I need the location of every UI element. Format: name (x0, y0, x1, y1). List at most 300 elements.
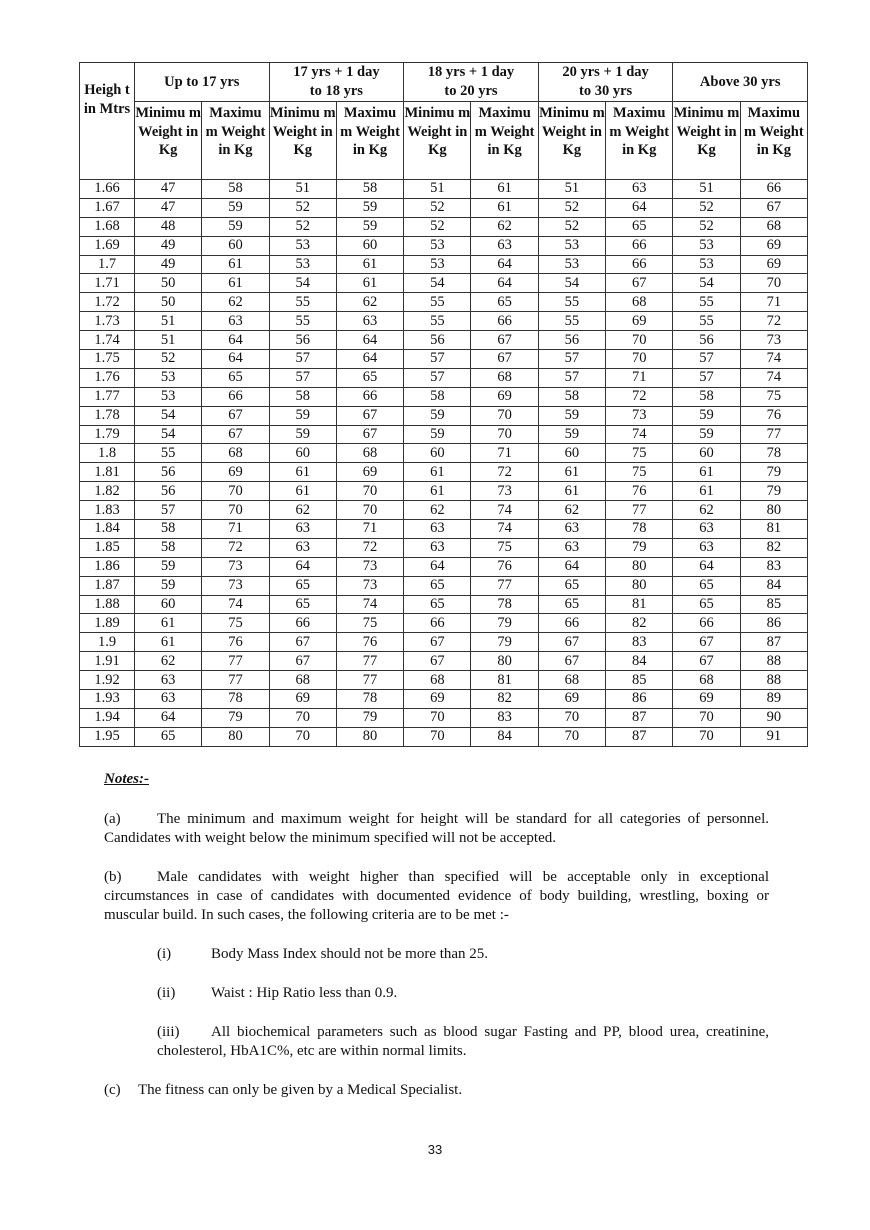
height-cell: 1.92 (80, 671, 135, 690)
max-weight-cell: 79 (471, 633, 538, 652)
table-row (80, 633, 808, 652)
table-row (80, 312, 808, 331)
min-weight-cell: 63 (269, 538, 336, 557)
min-weight-cell: 57 (404, 350, 471, 369)
min-weight-cell: 64 (269, 557, 336, 576)
max-weight-header: Maximu m Weight in Kg (740, 102, 807, 180)
min-weight-cell: 57 (673, 368, 740, 387)
height-cell: 1.82 (80, 482, 135, 501)
table-row (80, 293, 808, 312)
max-weight-cell: 77 (471, 576, 538, 595)
max-weight-cell: 73 (471, 482, 538, 501)
min-weight-cell: 59 (269, 425, 336, 444)
min-weight-cell: 56 (135, 482, 202, 501)
max-weight-cell: 69 (740, 255, 807, 274)
max-weight-cell: 78 (606, 520, 673, 539)
min-weight-cell: 67 (404, 633, 471, 652)
max-weight-header: Maximu m Weight in Kg (202, 102, 269, 180)
table-row (80, 501, 808, 520)
note-text: Male candidates with weight higher than specified will be acceptable only in exceptional circumstances in case of candidates with documented evidence of body building, wrestling, boxing or muscular build. In such cases, the following criteria are to be met :- (104, 869, 769, 923)
max-weight-cell: 66 (202, 387, 269, 406)
min-weight-cell: 63 (404, 538, 471, 557)
min-weight-header: Minimu m Weight in Kg (538, 102, 605, 180)
table-row (80, 236, 808, 255)
max-weight-cell: 64 (202, 350, 269, 369)
min-weight-cell: 56 (135, 463, 202, 482)
max-weight-cell: 79 (336, 708, 403, 727)
min-weight-cell: 57 (135, 501, 202, 520)
max-weight-cell: 74 (471, 501, 538, 520)
min-weight-cell: 65 (404, 576, 471, 595)
table-body (80, 180, 808, 747)
table-row (80, 387, 808, 406)
min-weight-cell: 67 (269, 633, 336, 652)
min-weight-cell: 68 (404, 671, 471, 690)
max-weight-cell: 78 (471, 595, 538, 614)
min-weight-cell: 56 (269, 331, 336, 350)
height-weight-table (79, 62, 808, 747)
max-weight-cell: 66 (606, 236, 673, 255)
min-weight-cell: 63 (538, 520, 605, 539)
min-weight-cell: 47 (135, 180, 202, 199)
height-cell: 1.87 (80, 576, 135, 595)
min-weight-cell: 58 (135, 520, 202, 539)
max-weight-cell: 69 (740, 236, 807, 255)
max-weight-cell: 77 (336, 652, 403, 671)
max-weight-cell: 65 (336, 368, 403, 387)
note-marker: (a) (104, 811, 121, 827)
max-weight-cell: 68 (606, 293, 673, 312)
max-weight-cell: 81 (606, 595, 673, 614)
min-weight-cell: 55 (538, 293, 605, 312)
max-weight-header: Maximu m Weight in Kg (336, 102, 403, 180)
min-weight-cell: 63 (269, 520, 336, 539)
min-weight-cell: 69 (538, 690, 605, 709)
height-cell: 1.84 (80, 520, 135, 539)
max-weight-cell: 73 (202, 576, 269, 595)
max-weight-cell: 58 (336, 180, 403, 199)
max-weight-cell: 66 (606, 255, 673, 274)
max-weight-cell: 67 (740, 198, 807, 217)
min-weight-cell: 51 (538, 180, 605, 199)
height-cell: 1.7 (80, 255, 135, 274)
sub-note-text: Body Mass Index should not be more than 25. (211, 946, 489, 962)
max-weight-cell: 87 (740, 633, 807, 652)
min-weight-header: Minimu m Weight in Kg (404, 102, 471, 180)
height-cell: 1.85 (80, 538, 135, 557)
min-weight-cell: 66 (673, 614, 740, 633)
max-weight-cell: 60 (336, 236, 403, 255)
min-weight-cell: 61 (404, 463, 471, 482)
table-row (80, 595, 808, 614)
max-weight-cell: 79 (740, 482, 807, 501)
max-weight-cell: 80 (606, 557, 673, 576)
max-weight-cell: 83 (471, 708, 538, 727)
max-weight-cell: 70 (606, 350, 673, 369)
min-weight-cell: 50 (135, 274, 202, 293)
max-weight-cell: 62 (336, 293, 403, 312)
min-weight-cell: 51 (269, 180, 336, 199)
min-weight-cell: 67 (538, 652, 605, 671)
table-row (80, 482, 808, 501)
max-weight-cell: 59 (336, 198, 403, 217)
min-weight-cell: 70 (538, 727, 605, 746)
max-weight-cell: 65 (606, 217, 673, 236)
max-weight-cell: 80 (202, 727, 269, 746)
min-weight-cell: 62 (135, 652, 202, 671)
max-weight-cell: 59 (202, 217, 269, 236)
table-row (80, 331, 808, 350)
sub-note-marker: (i) (157, 946, 172, 962)
min-weight-cell: 55 (135, 444, 202, 463)
max-weight-cell: 75 (471, 538, 538, 557)
sub-note-text: Waist : Hip Ratio less than 0.9. (211, 985, 398, 1001)
max-weight-cell: 68 (202, 444, 269, 463)
min-weight-cell: 61 (404, 482, 471, 501)
max-weight-cell: 84 (471, 727, 538, 746)
min-weight-cell: 57 (673, 350, 740, 369)
max-weight-cell: 80 (606, 576, 673, 595)
min-weight-cell: 63 (673, 538, 740, 557)
min-weight-cell: 61 (538, 482, 605, 501)
height-cell: 1.91 (80, 652, 135, 671)
max-weight-cell: 61 (336, 274, 403, 293)
min-weight-cell: 51 (673, 180, 740, 199)
height-cell: 1.77 (80, 387, 135, 406)
max-weight-cell: 78 (740, 444, 807, 463)
min-weight-cell: 66 (538, 614, 605, 633)
max-weight-cell: 73 (336, 576, 403, 595)
min-weight-cell: 52 (269, 198, 336, 217)
max-weight-cell: 61 (336, 255, 403, 274)
max-weight-cell: 83 (740, 557, 807, 576)
height-cell: 1.71 (80, 274, 135, 293)
min-weight-cell: 60 (538, 444, 605, 463)
height-cell: 1.81 (80, 463, 135, 482)
table-row (80, 557, 808, 576)
min-weight-cell: 65 (538, 595, 605, 614)
max-weight-cell: 64 (471, 255, 538, 274)
table-row (80, 274, 808, 293)
min-weight-cell: 52 (269, 217, 336, 236)
max-weight-cell: 76 (336, 633, 403, 652)
height-cell: 1.76 (80, 368, 135, 387)
min-weight-cell: 53 (135, 368, 202, 387)
min-weight-cell: 65 (673, 576, 740, 595)
notes-title: Notes:- (104, 771, 149, 787)
max-weight-cell: 71 (202, 520, 269, 539)
table-row (80, 538, 808, 557)
table-row (80, 198, 808, 217)
max-weight-cell: 70 (606, 331, 673, 350)
max-weight-cell: 64 (336, 350, 403, 369)
min-weight-cell: 65 (269, 576, 336, 595)
min-weight-cell: 55 (538, 312, 605, 331)
max-weight-cell: 88 (740, 652, 807, 671)
max-weight-cell: 77 (740, 425, 807, 444)
min-weight-cell: 59 (404, 425, 471, 444)
max-weight-cell: 70 (336, 482, 403, 501)
max-weight-cell: 65 (202, 368, 269, 387)
sub-note-marker: (iii) (157, 1024, 180, 1040)
min-weight-cell: 61 (673, 463, 740, 482)
min-weight-cell: 57 (269, 368, 336, 387)
max-weight-cell: 70 (471, 406, 538, 425)
min-weight-cell: 53 (404, 236, 471, 255)
sub-note-text: All biochemical parameters such as blood sugar Fasting and PP, blood urea, creatinine, cholesterol, HbA1C%, etc are within normal limits. (157, 1024, 769, 1059)
min-weight-cell: 65 (135, 727, 202, 746)
min-weight-cell: 70 (269, 727, 336, 746)
max-weight-header: Maximu m Weight in Kg (471, 102, 538, 180)
table-row (80, 463, 808, 482)
min-weight-cell: 52 (673, 217, 740, 236)
max-weight-cell: 69 (471, 387, 538, 406)
min-weight-cell: 54 (135, 406, 202, 425)
max-weight-cell: 89 (740, 690, 807, 709)
min-weight-cell: 70 (404, 727, 471, 746)
age-group-header: 20 yrs + 1 day to 30 yrs (538, 63, 673, 102)
max-weight-cell: 79 (202, 708, 269, 727)
max-weight-cell: 86 (606, 690, 673, 709)
min-weight-cell: 65 (404, 595, 471, 614)
min-weight-cell: 55 (269, 293, 336, 312)
max-weight-cell: 67 (202, 425, 269, 444)
max-weight-cell: 67 (471, 350, 538, 369)
max-weight-cell: 74 (336, 595, 403, 614)
max-weight-cell: 70 (471, 425, 538, 444)
min-weight-cell: 51 (135, 312, 202, 331)
min-weight-cell: 54 (673, 274, 740, 293)
height-cell: 1.74 (80, 331, 135, 350)
min-weight-header: Minimu m Weight in Kg (269, 102, 336, 180)
min-weight-cell: 65 (673, 595, 740, 614)
note-marker: (b) (104, 869, 122, 885)
min-weight-cell: 49 (135, 236, 202, 255)
sub-note-i (157, 945, 769, 964)
max-weight-cell: 62 (202, 293, 269, 312)
min-weight-cell: 61 (269, 463, 336, 482)
min-weight-header: Minimu m Weight in Kg (135, 102, 202, 180)
max-weight-cell: 68 (740, 217, 807, 236)
table-row (80, 690, 808, 709)
sub-note-ii (157, 984, 769, 1003)
min-weight-cell: 54 (404, 274, 471, 293)
max-weight-cell: 62 (471, 217, 538, 236)
min-weight-cell: 67 (673, 652, 740, 671)
max-weight-cell: 81 (471, 671, 538, 690)
max-weight-cell: 66 (740, 180, 807, 199)
max-weight-cell: 85 (606, 671, 673, 690)
min-weight-cell: 53 (269, 236, 336, 255)
max-weight-cell: 70 (202, 501, 269, 520)
min-weight-cell: 59 (538, 406, 605, 425)
min-weight-cell: 59 (673, 406, 740, 425)
min-weight-cell: 70 (269, 708, 336, 727)
max-weight-cell: 59 (202, 198, 269, 217)
min-weight-cell: 47 (135, 198, 202, 217)
min-weight-cell: 48 (135, 217, 202, 236)
max-weight-cell: 77 (606, 501, 673, 520)
min-weight-cell: 69 (269, 690, 336, 709)
max-weight-cell: 61 (471, 180, 538, 199)
max-weight-cell: 78 (336, 690, 403, 709)
min-weight-cell: 62 (673, 501, 740, 520)
min-weight-cell: 51 (135, 331, 202, 350)
max-weight-cell: 75 (202, 614, 269, 633)
max-weight-cell: 70 (202, 482, 269, 501)
min-weight-cell: 54 (538, 274, 605, 293)
min-weight-cell: 61 (673, 482, 740, 501)
min-weight-cell: 52 (404, 198, 471, 217)
max-weight-cell: 77 (336, 671, 403, 690)
min-weight-cell: 61 (269, 482, 336, 501)
min-weight-cell: 63 (538, 538, 605, 557)
max-weight-cell: 73 (336, 557, 403, 576)
min-weight-cell: 59 (404, 406, 471, 425)
min-weight-cell: 53 (673, 255, 740, 274)
min-weight-header: Minimu m Weight in Kg (673, 102, 740, 180)
max-weight-cell: 88 (740, 671, 807, 690)
sub-note-iii (157, 1023, 769, 1061)
max-weight-cell: 69 (336, 463, 403, 482)
max-weight-cell: 85 (740, 595, 807, 614)
max-weight-cell: 76 (740, 406, 807, 425)
max-weight-cell: 75 (606, 463, 673, 482)
max-weight-cell: 74 (471, 520, 538, 539)
min-weight-cell: 68 (538, 671, 605, 690)
max-weight-cell: 66 (471, 312, 538, 331)
min-weight-cell: 53 (135, 387, 202, 406)
max-weight-cell: 77 (202, 671, 269, 690)
age-group-header: Up to 17 yrs (135, 63, 270, 102)
max-weight-cell: 64 (336, 331, 403, 350)
min-weight-cell: 56 (673, 331, 740, 350)
min-weight-cell: 59 (673, 425, 740, 444)
table-row (80, 406, 808, 425)
min-weight-cell: 62 (538, 501, 605, 520)
max-weight-cell: 79 (740, 463, 807, 482)
max-weight-cell: 69 (606, 312, 673, 331)
table-row (80, 727, 808, 746)
max-weight-cell: 75 (606, 444, 673, 463)
height-cell: 1.93 (80, 690, 135, 709)
min-weight-cell: 58 (135, 538, 202, 557)
min-weight-cell: 54 (135, 425, 202, 444)
min-weight-cell: 55 (404, 312, 471, 331)
height-cell: 1.73 (80, 312, 135, 331)
max-weight-cell: 67 (336, 425, 403, 444)
note-a (104, 810, 769, 848)
max-weight-cell: 63 (606, 180, 673, 199)
age-group-header-row (80, 63, 808, 102)
min-weight-cell: 60 (135, 595, 202, 614)
max-weight-cell: 71 (740, 293, 807, 312)
max-weight-cell: 75 (336, 614, 403, 633)
max-weight-cell: 68 (336, 444, 403, 463)
max-weight-cell: 64 (202, 331, 269, 350)
min-weight-cell: 58 (673, 387, 740, 406)
min-weight-cell: 67 (673, 633, 740, 652)
height-weight-table-container (79, 62, 808, 747)
height-cell: 1.68 (80, 217, 135, 236)
min-weight-cell: 53 (269, 255, 336, 274)
max-weight-cell: 87 (606, 708, 673, 727)
min-weight-cell: 70 (538, 708, 605, 727)
min-weight-cell: 63 (404, 520, 471, 539)
max-weight-cell: 78 (202, 690, 269, 709)
age-group-header: 18 yrs + 1 day to 20 yrs (404, 63, 539, 102)
min-weight-cell: 70 (673, 727, 740, 746)
min-weight-cell: 58 (538, 387, 605, 406)
height-cell: 1.66 (80, 180, 135, 199)
table-row (80, 444, 808, 463)
age-group-header: Above 30 yrs (673, 63, 808, 102)
min-weight-cell: 53 (538, 236, 605, 255)
table-row (80, 576, 808, 595)
table-row (80, 350, 808, 369)
max-weight-cell: 74 (740, 350, 807, 369)
min-weight-cell: 64 (135, 708, 202, 727)
min-weight-cell: 62 (269, 501, 336, 520)
max-weight-cell: 82 (740, 538, 807, 557)
height-cell: 1.69 (80, 236, 135, 255)
max-weight-cell: 67 (606, 274, 673, 293)
table-row (80, 671, 808, 690)
table-row (80, 217, 808, 236)
min-weight-cell: 60 (673, 444, 740, 463)
max-weight-cell: 66 (336, 387, 403, 406)
min-weight-cell: 55 (269, 312, 336, 331)
max-weight-cell: 60 (202, 236, 269, 255)
table-row (80, 614, 808, 633)
note-text: The minimum and maximum weight for height will be standard for all categories of personnel. Candidates with weight below the minimum specified will not be accepted. (104, 811, 769, 846)
max-weight-cell: 82 (471, 690, 538, 709)
min-weight-cell: 65 (538, 576, 605, 595)
max-weight-cell: 75 (740, 387, 807, 406)
min-weight-cell: 59 (538, 425, 605, 444)
min-weight-cell: 52 (538, 217, 605, 236)
min-weight-cell: 51 (404, 180, 471, 199)
max-weight-cell: 87 (606, 727, 673, 746)
table-row (80, 708, 808, 727)
note-text: The fitness can only be given by a Medical Specialist. (138, 1082, 463, 1098)
min-weight-cell: 69 (404, 690, 471, 709)
age-group-header: 17 yrs + 1 day to 18 yrs (269, 63, 404, 102)
max-weight-cell: 81 (740, 520, 807, 539)
min-weight-cell: 63 (673, 520, 740, 539)
max-weight-cell: 59 (336, 217, 403, 236)
max-weight-cell: 58 (202, 180, 269, 199)
max-weight-cell: 67 (202, 406, 269, 425)
max-weight-cell: 76 (606, 482, 673, 501)
max-weight-cell: 79 (606, 538, 673, 557)
height-cell: 1.79 (80, 425, 135, 444)
height-cell: 1.67 (80, 198, 135, 217)
min-weight-cell: 62 (404, 501, 471, 520)
height-column-header: Heigh t in Mtrs (80, 63, 135, 180)
table-row (80, 368, 808, 387)
max-weight-cell: 74 (740, 368, 807, 387)
min-weight-cell: 60 (404, 444, 471, 463)
max-weight-cell: 76 (471, 557, 538, 576)
height-cell: 1.89 (80, 614, 135, 633)
max-weight-cell: 84 (606, 652, 673, 671)
max-weight-cell: 61 (202, 255, 269, 274)
min-weight-cell: 55 (673, 312, 740, 331)
height-cell: 1.86 (80, 557, 135, 576)
min-weight-cell: 63 (135, 671, 202, 690)
max-weight-cell: 72 (740, 312, 807, 331)
